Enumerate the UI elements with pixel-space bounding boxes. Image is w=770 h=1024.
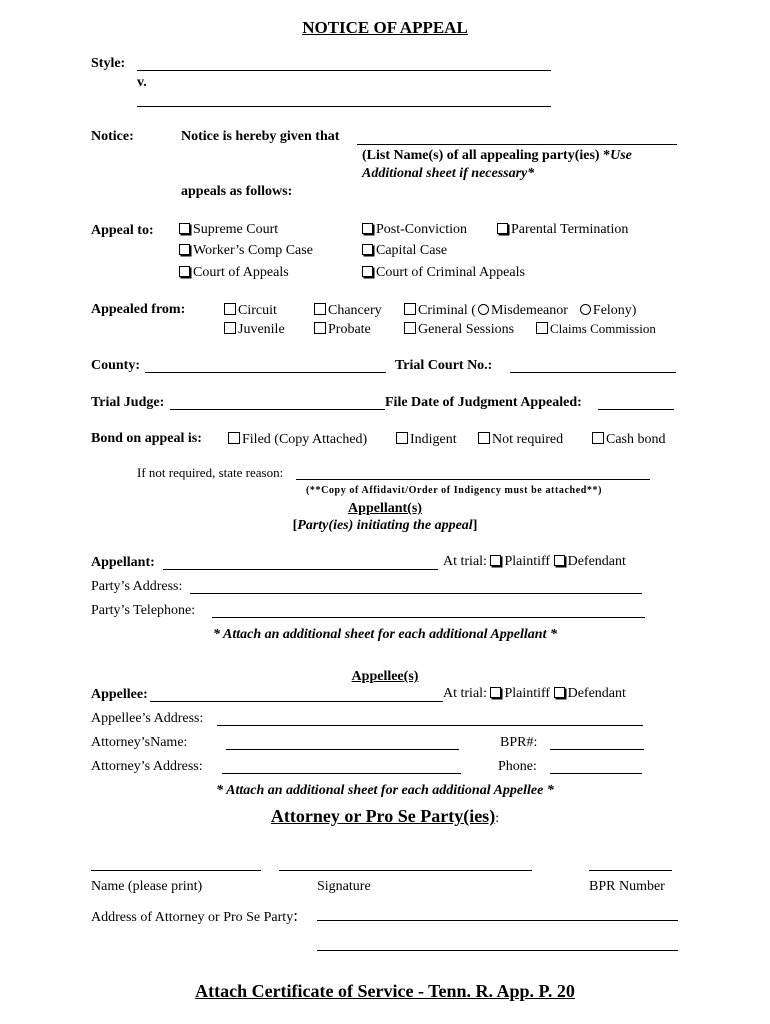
appellee-attach-note: * Attach an additional sheet for each additional Appellee *	[216, 783, 554, 798]
checkbox[interactable]	[592, 432, 604, 444]
name-line[interactable]	[91, 870, 261, 871]
attorney-name-line[interactable]	[226, 749, 459, 750]
checkbox[interactable]	[404, 303, 416, 315]
notice-text: Notice is hereby given that	[181, 129, 340, 144]
appellee-label: Appellee:	[91, 687, 148, 702]
checkbox[interactable]	[404, 322, 416, 334]
option-claims-commission[interactable]: Claims Commission	[536, 322, 656, 335]
appellant-at-trial: At trial: Plaintiff Defendant	[443, 554, 626, 569]
checkbox-defendant[interactable]	[554, 687, 565, 698]
address-line-1[interactable]	[317, 920, 678, 921]
checkbox[interactable]	[497, 223, 508, 234]
option-criminal[interactable]: Criminal ( Misdemeanor Felony)	[404, 303, 636, 318]
checkbox-defendant[interactable]	[554, 555, 565, 566]
appellant-attach-note: * Attach an additional sheet for each additional Appellant *	[213, 627, 557, 642]
name-print-label: Name (please print)	[91, 879, 203, 894]
appellee-line[interactable]	[150, 701, 443, 702]
checkbox[interactable]	[362, 223, 373, 234]
attorney-heading: Attorney or Pro Se Party(ies):	[270, 806, 500, 826]
signature-line[interactable]	[279, 870, 532, 871]
appellee-at-trial: At trial: Plaintiff Defendant	[443, 686, 626, 701]
page-title: NOTICE OF APPEAL	[302, 18, 468, 37]
checkbox[interactable]	[179, 266, 190, 277]
checkbox[interactable]	[224, 303, 236, 315]
option-court-criminal-appeals[interactable]: Court of Criminal Appeals	[362, 266, 525, 280]
county-line[interactable]	[145, 372, 386, 373]
appealed-from-label: Appealed from:	[91, 302, 186, 317]
bond-indigent[interactable]: Indigent	[396, 432, 457, 447]
checkbox[interactable]	[314, 322, 326, 334]
style-label: Style:	[91, 56, 126, 71]
checkbox-plaintiff[interactable]	[490, 555, 501, 566]
style-line-1[interactable]	[137, 70, 551, 71]
trial-court-label: Trial Court No.:	[395, 358, 493, 373]
appellants-heading: Appellant(s)	[348, 501, 422, 516]
appellant-label: Appellant:	[91, 555, 155, 570]
address-line-2[interactable]	[317, 950, 678, 951]
option-probate[interactable]: Probate	[314, 322, 371, 337]
attorney-name-label: Attorney’sName:	[91, 735, 188, 750]
option-general-sessions[interactable]: General Sessions	[404, 322, 514, 337]
appellants-subheading: [Party(ies) initiating the appeal]	[292, 518, 478, 533]
checkbox[interactable]	[536, 322, 548, 334]
bond-filed[interactable]: Filed (Copy Attached)	[228, 432, 367, 447]
notice-label: Notice:	[91, 129, 134, 144]
option-parental-termination[interactable]: Parental Termination	[497, 223, 628, 237]
appeals-follows: appeals as follows:	[181, 184, 293, 199]
trial-court-line[interactable]	[510, 372, 676, 373]
radio-felony[interactable]	[580, 304, 591, 315]
option-post-conviction[interactable]: Post-Conviction	[362, 223, 467, 237]
option-capital-case[interactable]: Capital Case	[362, 244, 447, 258]
phone-line[interactable]	[550, 773, 642, 774]
option-juvenile[interactable]: Juvenile	[224, 322, 285, 337]
bond-not-required[interactable]: Not required	[478, 432, 563, 447]
file-date-label: File Date of Judgment Appealed:	[385, 395, 582, 410]
bpr-number-label: BPR Number	[589, 879, 665, 894]
checkbox[interactable]	[224, 322, 236, 334]
bpr-label: BPR#:	[500, 735, 538, 750]
bond-label: Bond on appeal is:	[91, 431, 202, 446]
bpr-number-line[interactable]	[589, 870, 672, 871]
appellant-line[interactable]	[163, 569, 438, 570]
checkbox[interactable]	[228, 432, 240, 444]
checkbox[interactable]	[396, 432, 408, 444]
county-label: County:	[91, 358, 141, 373]
party-telephone-line[interactable]	[212, 617, 645, 618]
option-circuit[interactable]: Circuit	[224, 303, 277, 318]
additional-sheet-note: Additional sheet if necessary*	[362, 166, 535, 181]
party-address-line[interactable]	[190, 593, 642, 594]
trial-judge-line[interactable]	[170, 409, 385, 410]
appealing-party-line[interactable]	[357, 144, 677, 145]
affidavit-note: (**Copy of Affidavit/Order of Indigency must be attached**)	[306, 485, 603, 496]
party-telephone-label: Party’s Telephone:	[91, 603, 196, 618]
attorney-address-line[interactable]	[222, 773, 461, 774]
appellee-address-label: Appellee’s Address:	[91, 711, 204, 726]
option-supreme-court[interactable]: Supreme Court	[179, 223, 278, 237]
option-court-of-appeals[interactable]: Court of Appeals	[179, 266, 289, 280]
checkbox[interactable]	[362, 266, 373, 277]
checkbox[interactable]	[478, 432, 490, 444]
versus-label: v.	[137, 75, 147, 90]
checkbox[interactable]	[362, 244, 373, 255]
radio-misdemeanor[interactable]	[478, 304, 489, 315]
style-line-2[interactable]	[137, 106, 551, 107]
option-workers-comp[interactable]: Worker’s Comp Case	[179, 244, 313, 258]
party-address-label: Party’s Address:	[91, 579, 183, 594]
bond-cash[interactable]: Cash bond	[592, 432, 666, 447]
checkbox[interactable]	[314, 303, 326, 315]
bpr-line[interactable]	[550, 749, 644, 750]
checkbox[interactable]	[179, 223, 190, 234]
reason-label: If not required, state reason:	[137, 465, 284, 480]
checkbox[interactable]	[179, 244, 190, 255]
appellees-heading: Appellee(s)	[351, 669, 419, 684]
trial-judge-label: Trial Judge:	[91, 395, 165, 410]
phone-label: Phone:	[498, 759, 537, 774]
attorney-address-footer-label: Address of Attorney or Pro Se Party:	[91, 906, 298, 925]
certificate-footer: Attach Certificate of Service - Tenn. R. App. P. 20	[195, 981, 575, 1001]
option-chancery[interactable]: Chancery	[314, 303, 382, 318]
reason-line[interactable]	[296, 479, 650, 480]
appellee-address-line[interactable]	[217, 725, 643, 726]
signature-label: Signature	[317, 879, 371, 894]
attorney-address-label: Attorney’s Address:	[91, 759, 203, 774]
file-date-line[interactable]	[598, 409, 674, 410]
list-names-note: (List Name(s) of all appealing party(ies) *Use	[362, 148, 632, 163]
checkbox-plaintiff[interactable]	[490, 687, 501, 698]
appeal-to-label: Appeal to:	[91, 223, 154, 238]
